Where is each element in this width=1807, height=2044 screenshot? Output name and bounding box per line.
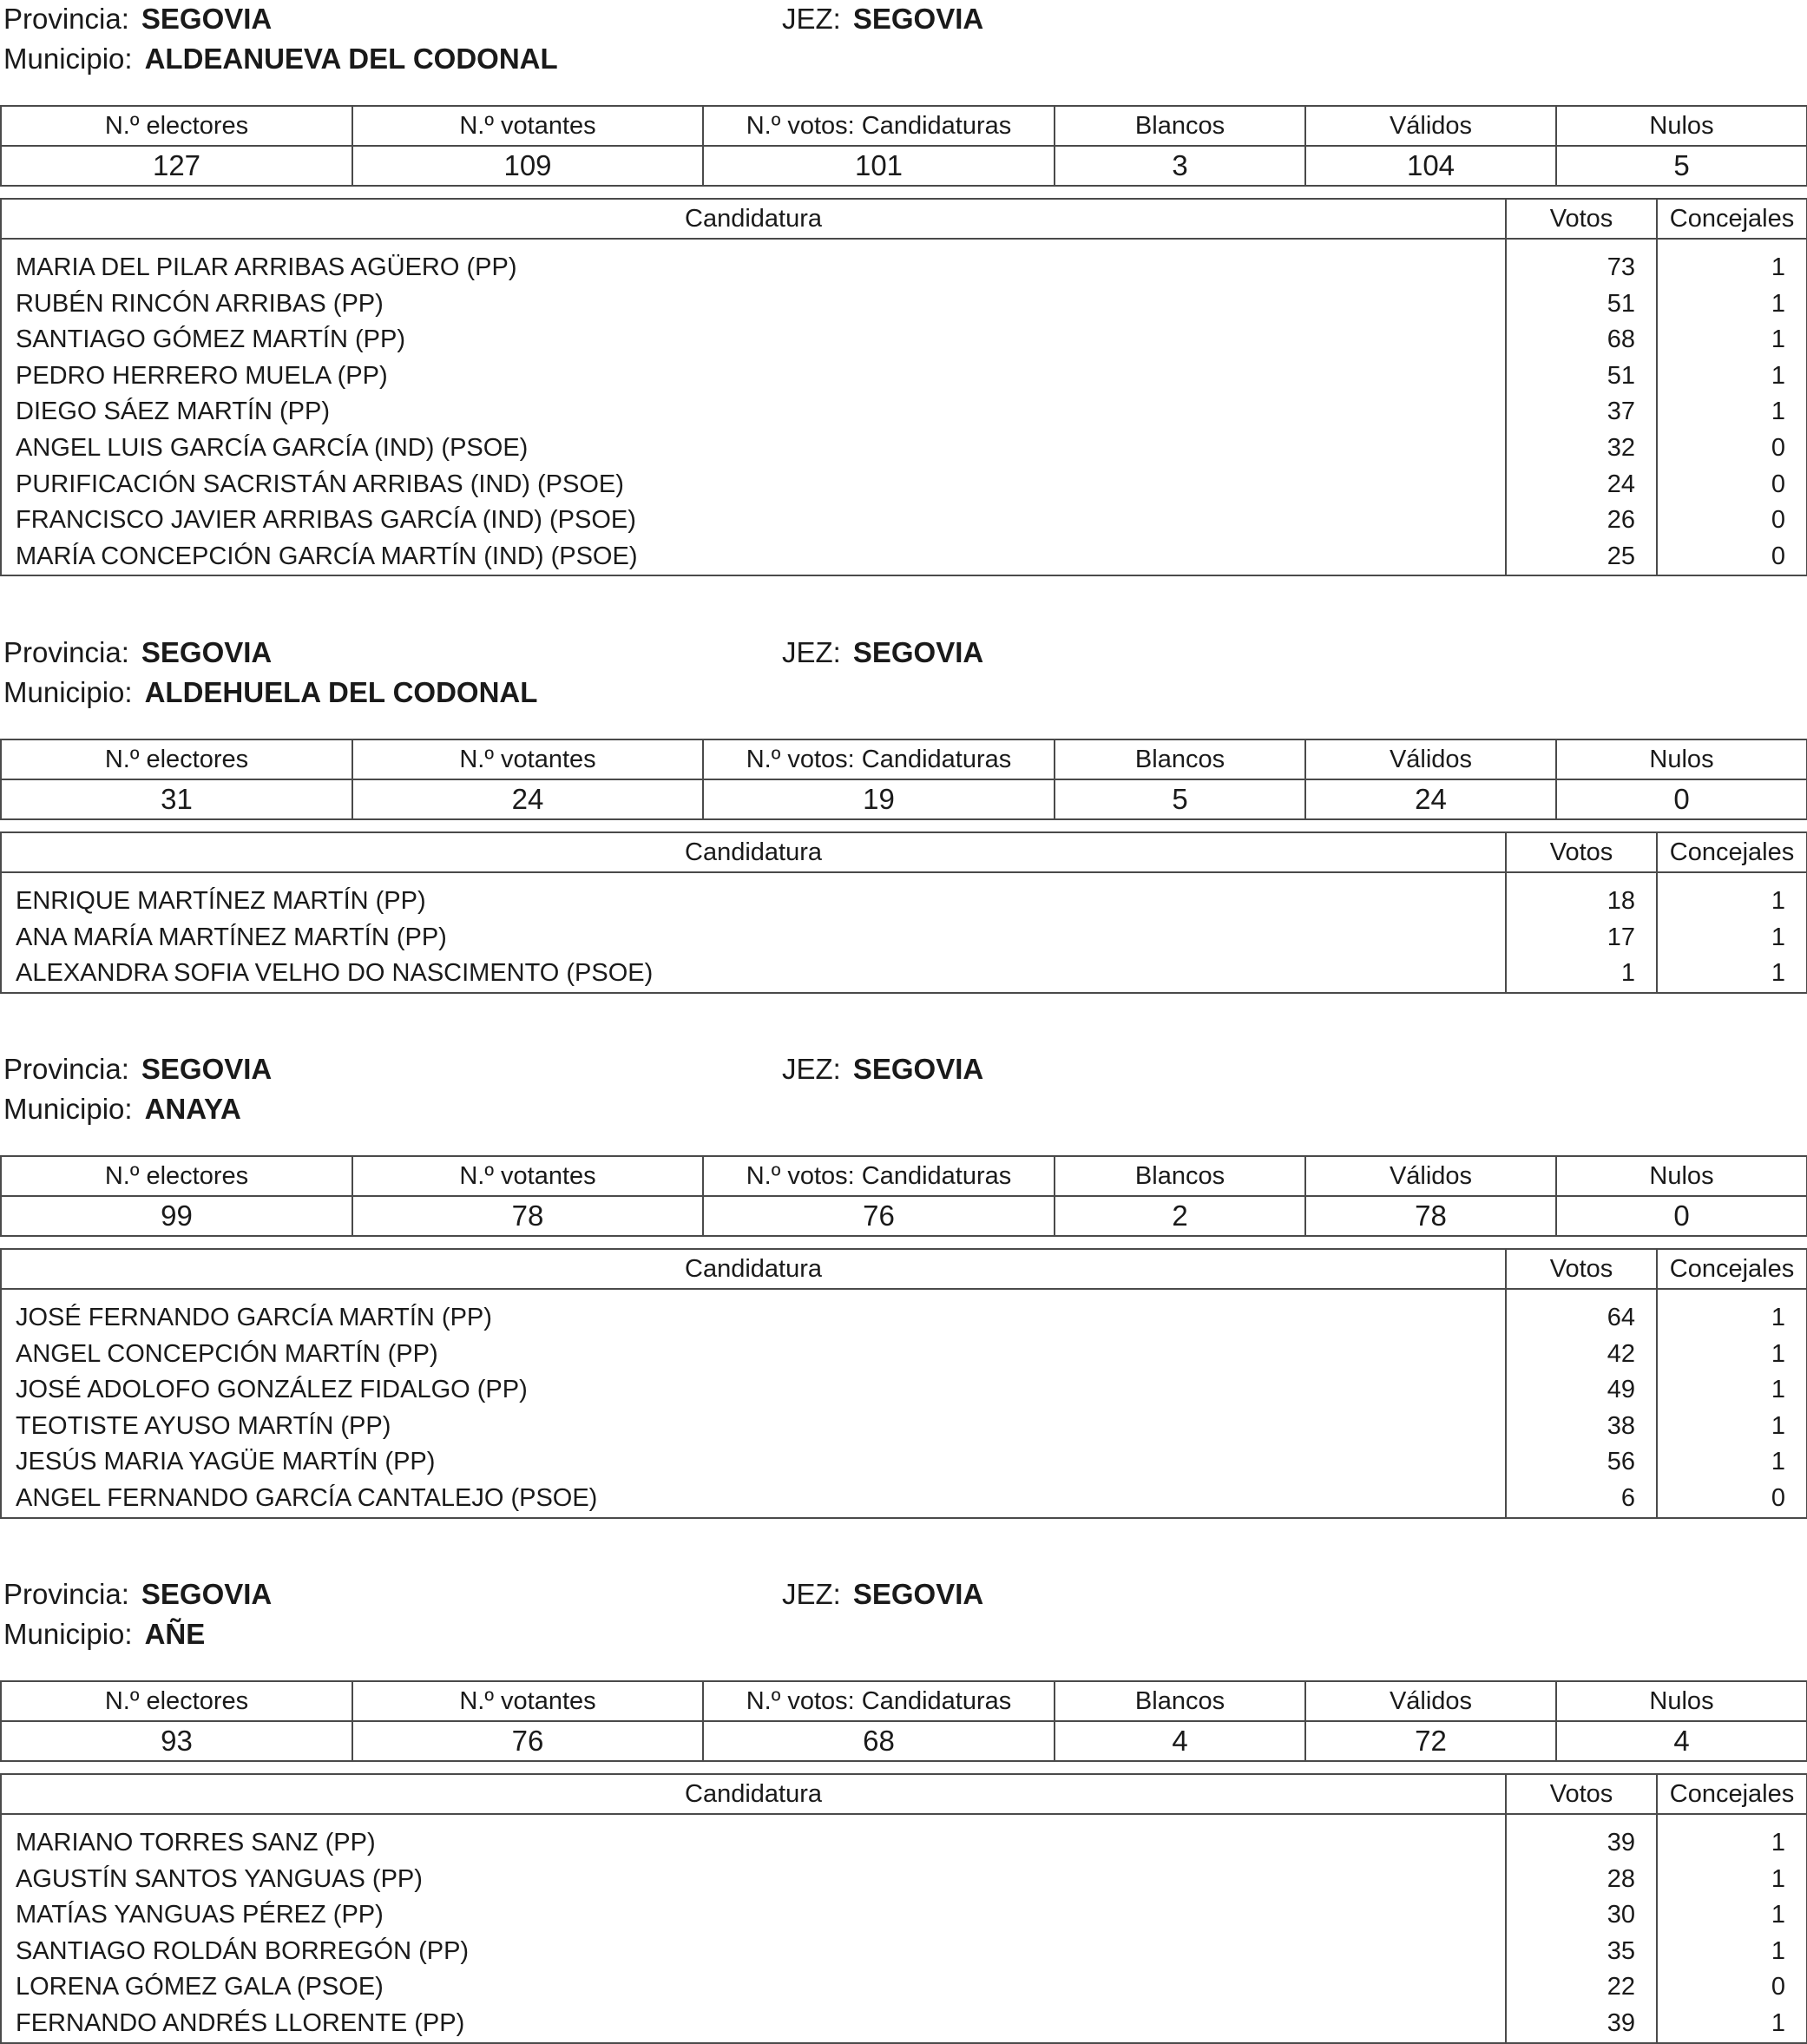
candidate-concejales: 1: [1771, 325, 1785, 354]
candidate-concejales: 1: [1771, 2008, 1785, 2037]
jez-label: JEZ:: [782, 636, 841, 668]
provincia-label: Provincia:: [3, 1053, 129, 1085]
candidate-votos: 56: [1607, 1448, 1635, 1476]
jez-line: [782, 2, 983, 36]
stats-header-row: [1, 1156, 1807, 1196]
candidate-names-cell: [1, 239, 1506, 575]
jez-label: JEZ:: [782, 1578, 841, 1610]
candidate-name: ANGEL LUIS GARCÍA GARCÍA (IND) (PSOE): [16, 433, 529, 462]
candidate-votos: 1: [1620, 959, 1635, 988]
header-blancos: Blancos: [1055, 1681, 1305, 1721]
candidate-votos: 17: [1607, 923, 1635, 951]
header-votos-candidaturas: N.º votos: Candidaturas: [703, 106, 1055, 146]
candidate-votos: 32: [1607, 433, 1635, 462]
candidate-votos-cell: [1506, 872, 1657, 993]
candidate-votos: 22: [1607, 1973, 1635, 2001]
value-votos-candidaturas: 19: [703, 779, 1055, 819]
candidates-header-row: [1, 832, 1807, 872]
jez-line: [782, 635, 983, 670]
candidate-votos: 37: [1607, 398, 1635, 426]
candidate-concejales: 1: [1771, 1339, 1785, 1368]
value-electores: 99: [1, 1196, 352, 1236]
header-electores: N.º electores: [1, 1681, 352, 1721]
value-validos: 104: [1305, 146, 1556, 186]
provincia-value: SEGOVIA: [141, 3, 273, 35]
candidate-concejales: 1: [1771, 289, 1785, 318]
candidates-table: [0, 831, 1807, 994]
header-validos: Válidos: [1305, 739, 1556, 779]
stats-table: [0, 1680, 1807, 1762]
header-concejales: Concejales: [1657, 1249, 1807, 1289]
candidate-name: JOSÉ FERNANDO GARCÍA MARTÍN (PP): [16, 1304, 492, 1331]
candidate-votos: 6: [1620, 1483, 1635, 1512]
candidate-concejales: 0: [1771, 506, 1785, 535]
value-nulos: 4: [1556, 1721, 1807, 1761]
header-votantes: N.º votantes: [352, 1681, 703, 1721]
stats-header-row: [1, 739, 1807, 779]
candidate-name: ENRIQUE MARTÍNEZ MARTÍN (PP): [16, 887, 426, 915]
header-votantes: N.º votantes: [352, 1156, 703, 1196]
candidate-votos-cell: [1506, 1289, 1657, 1518]
header-votos: Votos: [1506, 199, 1657, 239]
header-votos-candidaturas: N.º votos: Candidaturas: [703, 1681, 1055, 1721]
header-candidatura: Candidatura: [1, 1774, 1506, 1814]
candidate-concejales: 1: [1771, 1901, 1785, 1929]
header-electores: N.º electores: [1, 1156, 352, 1196]
value-votos-candidaturas: 76: [703, 1196, 1055, 1236]
header-nulos: Nulos: [1556, 106, 1807, 146]
value-votantes: 76: [352, 1721, 703, 1761]
candidate-name: LORENA GÓMEZ GALA (PSOE): [16, 1973, 384, 2001]
candidate-concejales: 1: [1771, 1411, 1785, 1440]
candidate-names-cell: [1, 1814, 1506, 2043]
candidates-header-row: [1, 199, 1807, 239]
header-nulos: Nulos: [1556, 739, 1807, 779]
header-validos: Válidos: [1305, 1681, 1556, 1721]
candidate-concejales-cell: [1657, 1289, 1807, 1518]
candidate-votos: 51: [1607, 361, 1635, 390]
header-votos: Votos: [1506, 1774, 1657, 1814]
value-nulos: 5: [1556, 146, 1807, 186]
stats-value-row: [1, 779, 1807, 819]
stats-value-row: [1, 1721, 1807, 1761]
header-blancos: Blancos: [1055, 106, 1305, 146]
header-concejales: Concejales: [1657, 832, 1807, 872]
header-votos-candidaturas: N.º votos: Candidaturas: [703, 739, 1055, 779]
candidate-name: FRANCISCO JAVIER ARRIBAS GARCÍA (IND) (PSOE): [16, 506, 636, 535]
stats-value-row: [1, 1196, 1807, 1236]
value-blancos: 2: [1055, 1196, 1305, 1236]
candidate-concejales: 0: [1771, 433, 1785, 462]
stats-table: [0, 739, 1807, 820]
jez-label: JEZ:: [782, 1053, 841, 1085]
candidate-votos: 42: [1607, 1339, 1635, 1368]
stats-table: [0, 105, 1807, 187]
header-votantes: N.º votantes: [352, 106, 703, 146]
value-votantes: 109: [352, 146, 703, 186]
provincia-line: [3, 2, 272, 36]
value-nulos: 0: [1556, 1196, 1807, 1236]
value-blancos: 4: [1055, 1721, 1305, 1761]
candidate-name: MARIA DEL PILAR ARRIBAS AGÜERO (PP): [16, 253, 517, 281]
candidate-concejales: 1: [1771, 1376, 1785, 1404]
municipio-label: Municipio:: [3, 1618, 133, 1650]
header-nulos: Nulos: [1556, 1681, 1807, 1721]
provincia-label: Provincia:: [3, 636, 129, 668]
value-validos: 72: [1305, 1721, 1556, 1761]
municipio-value: ALDEHUELA DEL CODONAL: [144, 676, 538, 708]
jez-label: JEZ:: [782, 3, 841, 35]
header-blancos: Blancos: [1055, 739, 1305, 779]
candidate-name: JOSÉ ADOLOFO GONZÁLEZ FIDALGO (PP): [16, 1376, 528, 1404]
candidate-concejales: 0: [1771, 1483, 1785, 1512]
jez-line: [782, 1577, 983, 1612]
candidate-votos: 73: [1607, 253, 1635, 281]
candidate-votos-cell: [1506, 239, 1657, 575]
header-votantes: N.º votantes: [352, 739, 703, 779]
candidates-body-row: [1, 872, 1807, 993]
header-blancos: Blancos: [1055, 1156, 1305, 1196]
candidate-concejales-cell: [1657, 1814, 1807, 2043]
stats-header-row: [1, 106, 1807, 146]
municipio-label: Municipio:: [3, 1093, 133, 1125]
value-votantes: 78: [352, 1196, 703, 1236]
candidate-names-cell: [1, 1289, 1506, 1518]
provincia-label: Provincia:: [3, 1578, 129, 1610]
candidate-votos: 38: [1607, 1411, 1635, 1440]
candidates-body-row: [1, 1814, 1807, 2043]
municipio-value: ALDEANUEVA DEL CODONAL: [144, 43, 558, 75]
candidate-votos: 39: [1607, 2008, 1635, 2037]
stats-table: [0, 1155, 1807, 1237]
header-nulos: Nulos: [1556, 1156, 1807, 1196]
candidate-name: DIEGO SÁEZ MARTÍN (PP): [16, 398, 331, 426]
municipio-line: [3, 675, 537, 710]
stats-header-row: [1, 1681, 1807, 1721]
candidate-votos: 64: [1607, 1304, 1635, 1331]
candidate-name: PURIFICACIÓN SACRISTÁN ARRIBAS (IND) (PSOE): [16, 470, 624, 498]
candidate-name: JESÚS MARIA YAGÜE MARTÍN (PP): [16, 1448, 436, 1476]
candidate-name: ANGEL CONCEPCIÓN MARTÍN (PP): [16, 1339, 438, 1368]
value-blancos: 5: [1055, 779, 1305, 819]
candidates-table: [0, 198, 1807, 576]
candidates-header-row: [1, 1249, 1807, 1289]
jez-value: SEGOVIA: [852, 1053, 984, 1085]
value-electores: 127: [1, 146, 352, 186]
value-validos: 78: [1305, 1196, 1556, 1236]
header-candidatura: Candidatura: [1, 1249, 1506, 1289]
candidate-concejales-cell: [1657, 872, 1807, 993]
municipio-line: [3, 42, 558, 76]
provincia-value: SEGOVIA: [141, 1578, 273, 1610]
candidate-votos: 24: [1607, 470, 1635, 498]
value-electores: 31: [1, 779, 352, 819]
stats-value-row: [1, 146, 1807, 186]
candidate-name: ANA MARÍA MARTÍNEZ MARTÍN (PP): [16, 923, 447, 951]
value-votantes: 24: [352, 779, 703, 819]
candidate-concejales: 1: [1771, 1304, 1785, 1331]
value-electores: 93: [1, 1721, 352, 1761]
candidate-votos: 39: [1607, 1829, 1635, 1857]
header-validos: Válidos: [1305, 106, 1556, 146]
candidate-concejales: 0: [1771, 470, 1785, 498]
candidate-votos: 35: [1607, 1936, 1635, 1965]
candidates-table: [0, 1248, 1807, 1519]
candidate-name: TEOTISTE AYUSO MARTÍN (PP): [16, 1411, 391, 1440]
candidate-name: MARÍA CONCEPCIÓN GARCÍA MARTÍN (IND) (PSOE): [16, 542, 638, 570]
jez-value: SEGOVIA: [852, 3, 984, 35]
jez-line: [782, 1052, 983, 1087]
candidate-concejales: 1: [1771, 1829, 1785, 1857]
value-votos-candidaturas: 101: [703, 146, 1055, 186]
candidate-name: ANGEL FERNANDO GARCÍA CANTALEJO (PSOE): [16, 1483, 598, 1512]
candidates-body-row: [1, 1289, 1807, 1518]
candidate-concejales: 0: [1771, 1973, 1785, 2001]
provincia-line: [3, 635, 272, 670]
candidate-concejales: 1: [1771, 253, 1785, 281]
value-validos: 24: [1305, 779, 1556, 819]
candidate-concejales: 0: [1771, 542, 1785, 570]
provincia-line: [3, 1052, 272, 1087]
candidate-name: ALEXANDRA SOFIA VELHO DO NASCIMENTO (PSOE): [16, 959, 654, 988]
header-concejales: Concejales: [1657, 1774, 1807, 1814]
provincia-label: Provincia:: [3, 3, 129, 35]
candidate-concejales: 1: [1771, 887, 1785, 915]
candidate-votos: 18: [1607, 887, 1635, 915]
candidate-name: MATÍAS YANGUAS PÉREZ (PP): [16, 1901, 384, 1929]
candidates-body-row: [1, 239, 1807, 575]
candidate-concejales-cell: [1657, 239, 1807, 575]
candidate-name: AGUSTÍN SANTOS YANGUAS (PP): [16, 1864, 423, 1893]
candidate-votos: 30: [1607, 1901, 1635, 1929]
candidate-name: SANTIAGO GÓMEZ MARTÍN (PP): [16, 325, 405, 354]
candidate-concejales: 1: [1771, 959, 1785, 988]
value-nulos: 0: [1556, 779, 1807, 819]
provincia-value: SEGOVIA: [141, 636, 273, 668]
jez-value: SEGOVIA: [852, 1578, 984, 1610]
candidate-votos: 49: [1607, 1376, 1635, 1404]
candidate-name: MARIANO TORRES SANZ (PP): [16, 1829, 376, 1857]
candidate-votos: 28: [1607, 1864, 1635, 1893]
candidate-votos: 25: [1607, 542, 1635, 570]
municipio-value: AÑE: [144, 1618, 206, 1650]
municipio-line: [3, 1617, 205, 1652]
candidate-votos: 68: [1607, 325, 1635, 354]
value-blancos: 3: [1055, 146, 1305, 186]
candidate-name: SANTIAGO ROLDÁN BORREGÓN (PP): [16, 1936, 470, 1965]
candidate-votos: 26: [1607, 506, 1635, 535]
municipio-line: [3, 1092, 241, 1127]
candidate-concejales: 1: [1771, 1936, 1785, 1965]
candidate-votos-cell: [1506, 1814, 1657, 2043]
header-electores: N.º electores: [1, 739, 352, 779]
candidate-name: PEDRO HERRERO MUELA (PP): [16, 361, 388, 390]
header-electores: N.º electores: [1, 106, 352, 146]
municipio-label: Municipio:: [3, 43, 133, 75]
provincia-line: [3, 1577, 272, 1612]
candidate-name: RUBÉN RINCÓN ARRIBAS (PP): [16, 289, 384, 318]
candidates-header-row: [1, 1774, 1807, 1814]
municipio-value: ANAYA: [144, 1093, 241, 1125]
candidate-name: FERNANDO ANDRÉS LLORENTE (PP): [16, 2008, 465, 2037]
provincia-value: SEGOVIA: [141, 1053, 273, 1085]
municipio-label: Municipio:: [3, 676, 133, 708]
candidate-concejales: 1: [1771, 1864, 1785, 1893]
header-votos: Votos: [1506, 1249, 1657, 1289]
header-votos: Votos: [1506, 832, 1657, 872]
header-candidatura: Candidatura: [1, 832, 1506, 872]
candidate-concejales: 1: [1771, 398, 1785, 426]
header-concejales: Concejales: [1657, 199, 1807, 239]
candidates-table: [0, 1773, 1807, 2044]
candidate-concejales: 1: [1771, 361, 1785, 390]
candidate-concejales: 1: [1771, 923, 1785, 951]
jez-value: SEGOVIA: [852, 636, 984, 668]
header-candidatura: Candidatura: [1, 199, 1506, 239]
candidate-concejales: 1: [1771, 1448, 1785, 1476]
candidate-names-cell: [1, 872, 1506, 993]
value-votos-candidaturas: 68: [703, 1721, 1055, 1761]
candidate-votos: 51: [1607, 289, 1635, 318]
header-votos-candidaturas: N.º votos: Candidaturas: [703, 1156, 1055, 1196]
header-validos: Válidos: [1305, 1156, 1556, 1196]
